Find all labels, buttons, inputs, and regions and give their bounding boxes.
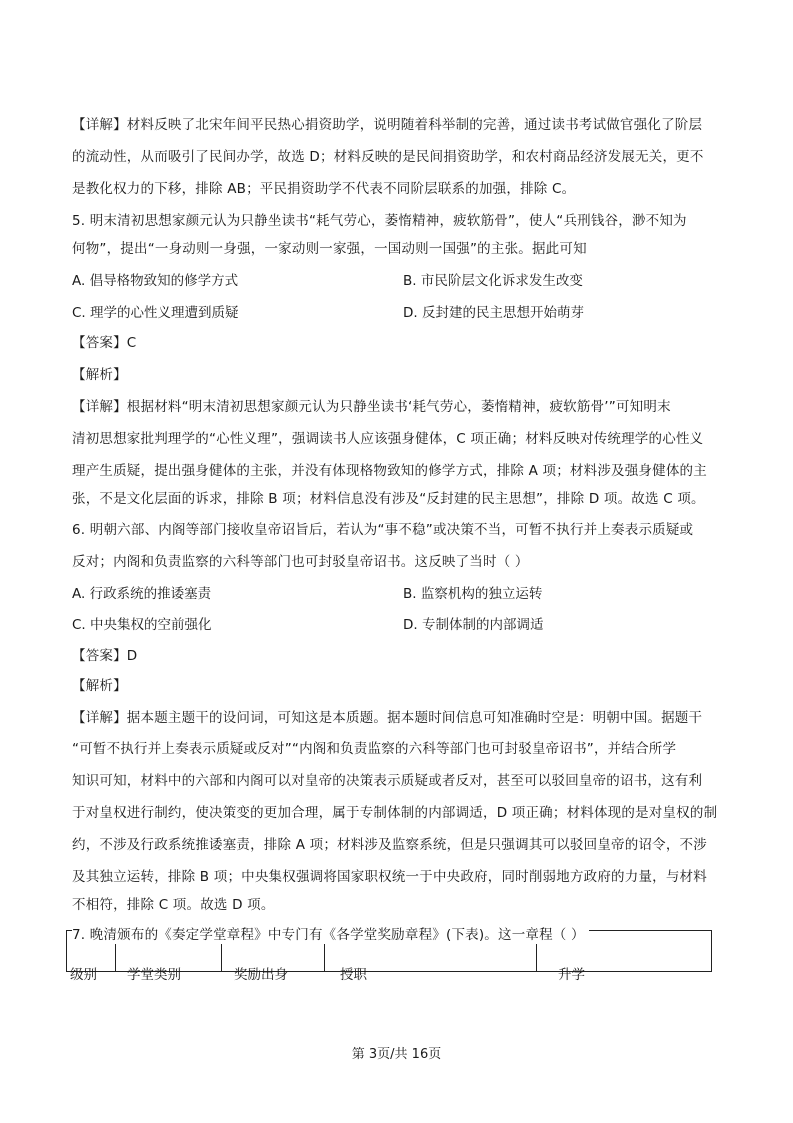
question-5-option-d: D. 反封建的民主思想开始萌芽 xyxy=(403,305,584,321)
question-6-detail: 于对皇权进行制约，使决策变的更加合理，属于专制体制的内部调适，D 项正确；材料体现的是对皇权的制 xyxy=(72,805,718,821)
question-5-answer: 【答案】C xyxy=(72,335,137,351)
table-header-cell: 奖励出身 xyxy=(234,967,288,983)
question-6-detail: 不相符，排除 C 项。故选 D 项。 xyxy=(72,897,275,913)
detail-line: 是教化权力的下移，排除 AB；平民捐资助学不代表不同阶层联系的加强，排除 C。 xyxy=(72,181,576,197)
question-5-option-c: C. 理学的心性义理遭到质疑 xyxy=(72,305,239,321)
question-6-answer: 【答案】D xyxy=(72,648,138,664)
question-5-detail: 【详解】根据材料“明末清初思想家颜元认为只静坐读书‘耗气劳心，萎惰精神，疲软筋骨’”可知明末 xyxy=(72,399,671,415)
question-6-stem: 反对；内阁和负责监察的六科等部门也可封驳皇帝诏书。这反映了当时（ ） xyxy=(72,554,529,570)
question-6-detail: 及其独立运转，排除 B 项；中央集权强调将国家职权统一于中央政府，同时削弱地方政府的力量，与材料 xyxy=(72,869,707,885)
table-header-cell: 学堂类别 xyxy=(127,967,181,983)
question-6-option-b: B. 监察机构的独立运转 xyxy=(403,586,543,602)
question-6-option-d: D. 专制体制的内部调适 xyxy=(403,617,544,633)
question-7-stem: 7. 晚清颁布的《奏定学堂章程》中专门有《各学堂奖励章程》(下表)。这一章程（ ） xyxy=(72,926,589,944)
question-5-detail: 清初思想家批判理学的“心性义理”，强调读书人应该强身健体，C 项正确；材料反映对传统理学的心性义 xyxy=(72,431,704,447)
question-5-option-a: A. 倡导格物致知的修学方式 xyxy=(72,273,239,289)
question-6-stem: 6. 明朝六部、内阁等部门接收皇帝诏旨后，若认为“事不稳”或决策不当，可暂不执行并上奏表示质疑或 xyxy=(72,522,694,538)
detail-line: 的流动性，从而吸引了民间办学，故选 D；材料反映的是民间捐资助学，和农村商品经济发展无关，更不 xyxy=(72,149,704,165)
table-header-cell: 级别 xyxy=(70,967,97,983)
question-5-analysis-label: 【解析】 xyxy=(72,367,127,383)
question-5-detail: 张，不是文化层面的诉求，排除 B 项；材料信息没有涉及“反封建的民主思想”，排除 D 项。故选 C 项。 xyxy=(72,491,705,507)
question-6-detail: 【详解】据本题主题干的设问词，可知这是本质题。据本题时间信息可知准确时空是：明朝中国。据题干 xyxy=(72,710,703,726)
question-5-stem: 何物”，提出“一身动则一身强，一家动则一家强，一国动则一国强”的主张。据此可知 xyxy=(72,241,587,257)
question-6-option-c: C. 中央集权的空前强化 xyxy=(72,617,212,633)
question-5-stem: 5. 明末清初思想家颜元认为只静坐读书“耗气劳心，萎惰精神，疲软筋骨”，使人“兵刑钱谷，渺不知为 xyxy=(72,213,687,229)
page-number-footer: 第 3页/共 16页 xyxy=(351,1047,442,1062)
question-6-option-a: A. 行政系统的推诿塞责 xyxy=(72,586,212,602)
question-5-option-b: B. 市民阶层文化诉求发生改变 xyxy=(403,273,583,289)
question-6-detail: “可暂不执行并上奏表示质疑或反对”“内阁和负责监察的六科等部门也可封驳皇帝诏书”，并结合所学 xyxy=(72,741,677,757)
question-6-analysis-label: 【解析】 xyxy=(72,678,127,694)
question-5-detail: 理产生质疑，提出强身健体的主张，并没有体现格物致知的修学方式，排除 A 项；材料涉及强身健体的主 xyxy=(72,463,707,479)
detail-line: 【详解】材料反映了北宋年间平民热心捐资助学，说明随着科举制的完善，通过读书考试做官强化了阶层 xyxy=(72,117,703,133)
table-header-cell: 升学 xyxy=(558,967,585,983)
question-6-detail: 约，不涉及行政系统推诿塞责，排除 A 项；材料涉及监察系统，但是只强调其可以驳回皇帝的诏令，不涉 xyxy=(72,837,707,853)
table-header-cell: 授职 xyxy=(340,967,367,983)
question-6-detail: 知识可知，材料中的六部和内阁可以对皇帝的决策表示质疑或者反对，甚至可以驳回皇帝的诏书，这有利 xyxy=(72,773,703,789)
